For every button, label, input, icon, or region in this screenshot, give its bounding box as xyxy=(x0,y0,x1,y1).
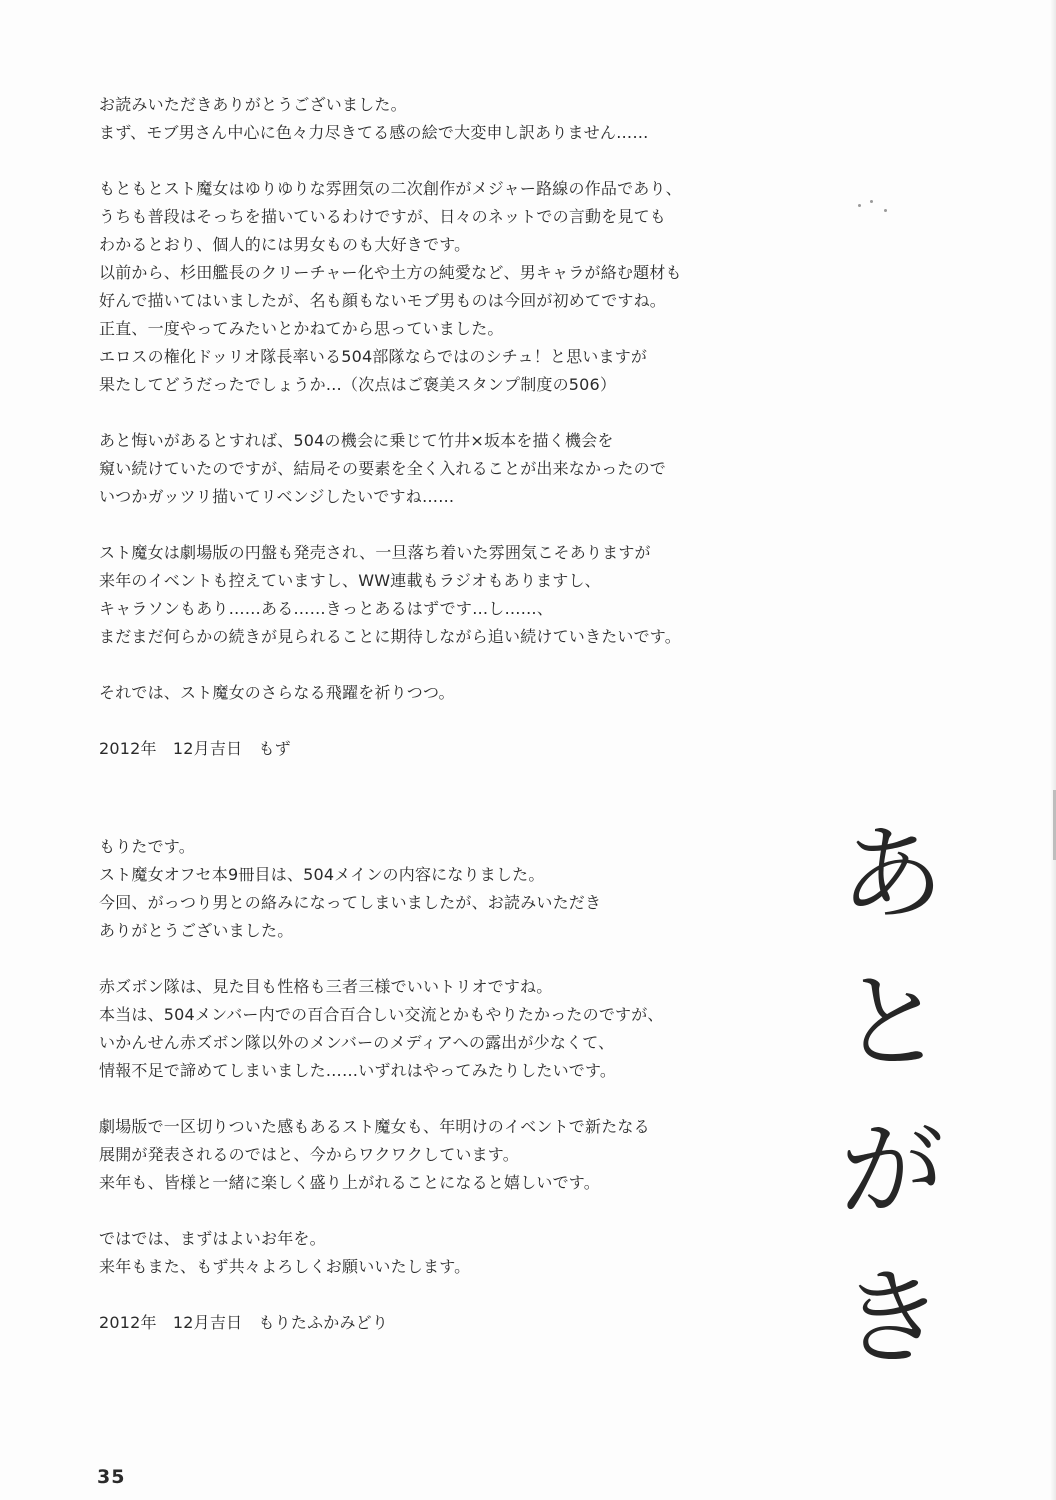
text-line: 来年もまた、もず共々よろしくお願いいたします。 xyxy=(99,1257,471,1276)
text-line: ではでは、まずはよいお年を。 xyxy=(99,1229,326,1248)
text-line: 今回、がっつり男との絡みになってしまいましたが、お読みいただき xyxy=(99,893,602,912)
title-char: き xyxy=(839,1257,944,1379)
text-line: もりたです。 xyxy=(99,837,195,856)
text-line: いかんせん赤ズボン隊以外のメンバーのメディアへの露出が少なくて、 xyxy=(99,1033,615,1052)
text-line: スト魔女は劇場版の円盤も発売され、一旦落ち着いた雰囲気こそありますが xyxy=(99,543,651,562)
text-line: 窺い続けていたのですが、結局その要素を全く入れることが出来なかったので xyxy=(99,459,667,478)
afterword-section-moz xyxy=(99,91,779,763)
text-line xyxy=(99,1197,779,1225)
text-line: あと悔いがあるとすれば、504の機会に乗じて竹井×坂本を描く機会を xyxy=(99,431,614,450)
title-char: あ xyxy=(839,813,944,935)
text-line: お読みいただきありがとうございました。 xyxy=(99,95,407,114)
text-line: 好んで描いてはいましたが、名も顔もないモブ男ものは今回が初めてですね。 xyxy=(99,291,667,310)
text-line xyxy=(99,651,779,679)
text-line: エロスの権化ドッリオ隊長率いる504部隊ならではのシチュ！と思いますが xyxy=(99,347,648,366)
signature-line: 2012年 12月吉日 もりたふかみどり xyxy=(99,1313,389,1332)
text-line: ありがとうございました。 xyxy=(99,921,294,940)
text-line: 劇場版で一区切りついた感もあるスト魔女も、年明けのイベントで新たなる xyxy=(99,1117,650,1136)
page-edge-shadow xyxy=(1050,0,1056,1500)
text-line: うちも普段はそっちを描いているわけですが、日々のネットでの言動を見ても xyxy=(99,207,667,226)
scan-speck xyxy=(858,204,861,207)
text-line: 情報不足で諦めてしまいました……いずれはやってみたりしたいです。 xyxy=(99,1061,617,1080)
scan-speck xyxy=(870,200,873,203)
text-line: それでは、スト魔女のさらなる飛躍を祈りつつ。 xyxy=(99,683,455,702)
text-line xyxy=(99,399,779,427)
text-line: いつかガッツリ描いてリベンジしたいですね…… xyxy=(99,487,455,506)
text-line: もともとスト魔女はゆりゆりな雰囲気の二次創作がメジャー路線の作品であり、 xyxy=(99,179,682,198)
title-char: が xyxy=(839,1109,944,1231)
afterword-title xyxy=(832,800,952,1392)
text-line: 以前から、杉田艦長のクリーチャー化や土方の純愛など、男キャラが絡む題材も xyxy=(99,263,682,282)
text-line: 果たしてどうだったでしょうか…（次点はご褒美スタンプ制度の506） xyxy=(99,375,617,394)
text-line: スト魔女オフセ本9冊目は、504メインの内容になりました。 xyxy=(99,865,545,884)
text-line: 赤ズボン隊は、見た目も性格も三者三様でいいトリオですね。 xyxy=(99,977,553,996)
text-line xyxy=(99,511,779,539)
signature-line: 2012年 12月吉日 もず xyxy=(99,739,291,758)
text-line: 本当は、504メンバー内での百合百合しい交流とかもやりたかったのですが、 xyxy=(99,1005,664,1024)
text-line: 正直、一度やってみたいとかねてから思っていました。 xyxy=(99,319,504,338)
text-line: まず、モブ男さん中心に色々力尽きてる感の絵で大変申し訳ありません…… xyxy=(99,123,649,142)
text-line xyxy=(99,147,779,175)
text-line: 展開が発表されるのではと、今からワクワクしています。 xyxy=(99,1145,519,1164)
title-char: と xyxy=(839,961,944,1083)
text-line xyxy=(99,945,779,973)
page-number: 35 xyxy=(97,1466,126,1488)
text-line: わかるとおり、個人的には男女ものも大好きです。 xyxy=(99,235,471,254)
text-line: 来年も、皆様と一緒に楽しく盛り上がれることになると嬉しいです。 xyxy=(99,1173,600,1192)
text-line xyxy=(99,1085,779,1113)
afterword-section-morita xyxy=(99,833,779,1337)
text-line xyxy=(99,707,779,735)
text-line: 来年のイベントも控えていますし、WW連載もラジオもありますし、 xyxy=(99,571,601,590)
scan-speck xyxy=(884,209,887,212)
text-line xyxy=(99,1281,779,1309)
text-line: まだまだ何らかの続きが見られることに期待しながら追い続けていきたいです。 xyxy=(99,627,681,646)
text-line: キャラソンもあり……ある……きっとあるはずです…し……、 xyxy=(99,599,554,618)
